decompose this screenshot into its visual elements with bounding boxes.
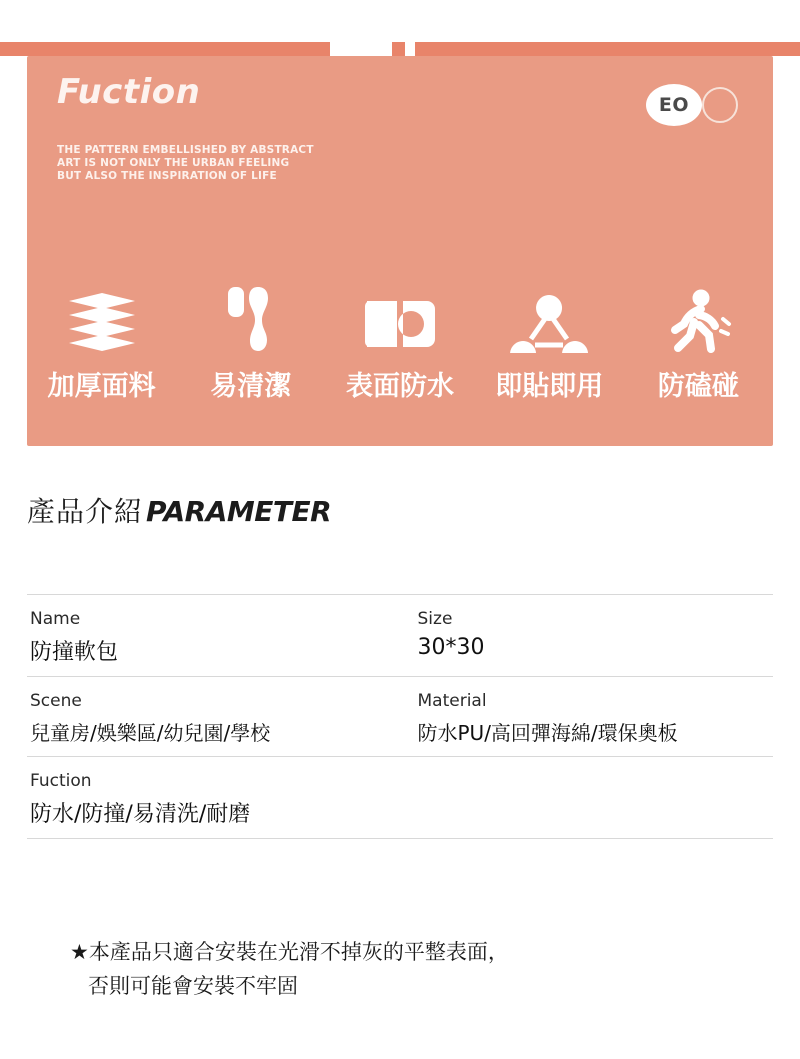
installation-note-line-1: ★本產品只適合安裝在光滑不掉灰的平整表面， [70, 940, 509, 964]
top-accent-strip [0, 42, 800, 56]
spec-key-name: Name [30, 609, 81, 629]
feature-label-2: 易清潔 [210, 371, 292, 402]
eo-badge-disc [646, 84, 702, 126]
feature-icon-cell-2 [176, 278, 325, 358]
table-row [27, 677, 773, 757]
spec-value-scene: 兒童房/娛樂區/幼兒園/學校 [30, 721, 271, 745]
feature-icon-cell-5 [624, 278, 773, 358]
running-person-icon [661, 289, 735, 358]
installation-note [70, 935, 770, 1003]
spec-value-material: 防水PU/高回彈海綿/環保奧板 [417, 721, 678, 745]
feature-icon-cell-3 [325, 278, 474, 358]
function-title: Fuction [57, 72, 201, 112]
spec-cell-size [386, 609, 774, 666]
spec-table [27, 594, 773, 839]
feature-icon-cell-4 [475, 278, 624, 358]
feature-label-4: 即貼即用 [495, 371, 604, 402]
function-subtitle-line-3: BUT ALSO THE INSPIRATION OF LIFE [57, 170, 277, 182]
spec-value-size: 30*30 [417, 635, 485, 660]
parameter-heading [27, 490, 331, 530]
table-row [27, 594, 773, 677]
function-subtitle [57, 144, 314, 183]
parameter-heading-en: PARAMETER [146, 495, 332, 528]
installation-note-line-2: 否則可能會安裝不牢固 [88, 974, 298, 998]
brush-icon [220, 285, 282, 358]
function-subtitle-line-1: THE PATTERN EMBELLISHED BY ABSTRACT [57, 144, 314, 156]
feature-label-5: 防磕碰 [657, 371, 739, 402]
parameter-heading-cn: 產品介紹 [27, 495, 144, 528]
function-subtitle-line-2: ART IS NOT ONLY THE URBAN FEELING [57, 157, 290, 169]
eo-badge-ring [702, 87, 738, 123]
spec-key-material: Material [417, 691, 487, 711]
adhesive-dots-icon [509, 293, 589, 358]
spec-value-fuction: 防水/防撞/易清洗/耐磨 [30, 802, 251, 827]
spec-cell-scene [27, 691, 386, 746]
feature-icon-cell-1 [27, 278, 176, 358]
spec-cell-material [386, 691, 774, 746]
function-panel [27, 56, 773, 446]
table-row [27, 757, 773, 839]
eo-badge [646, 84, 738, 126]
waterproof-panel-icon [361, 295, 439, 358]
spec-key-size: Size [417, 609, 453, 629]
layers-icon [63, 291, 141, 358]
top-strip-gap-right [405, 42, 415, 56]
spec-cell-name [27, 609, 386, 666]
feature-icon-row [27, 278, 773, 358]
spec-key-scene: Scene [30, 691, 82, 711]
spec-value-name: 防撞軟包 [30, 640, 119, 665]
spec-key-fuction: Fuction [30, 771, 92, 791]
spec-cell-fuction [27, 771, 386, 828]
spec-cell-empty [386, 771, 774, 828]
eo-badge-label: EO [658, 94, 690, 116]
feature-label-row [27, 364, 773, 403]
feature-label-1: 加厚面料 [47, 371, 156, 402]
feature-label-3: 表面防水 [346, 371, 454, 402]
top-strip-gap-left [330, 42, 392, 56]
